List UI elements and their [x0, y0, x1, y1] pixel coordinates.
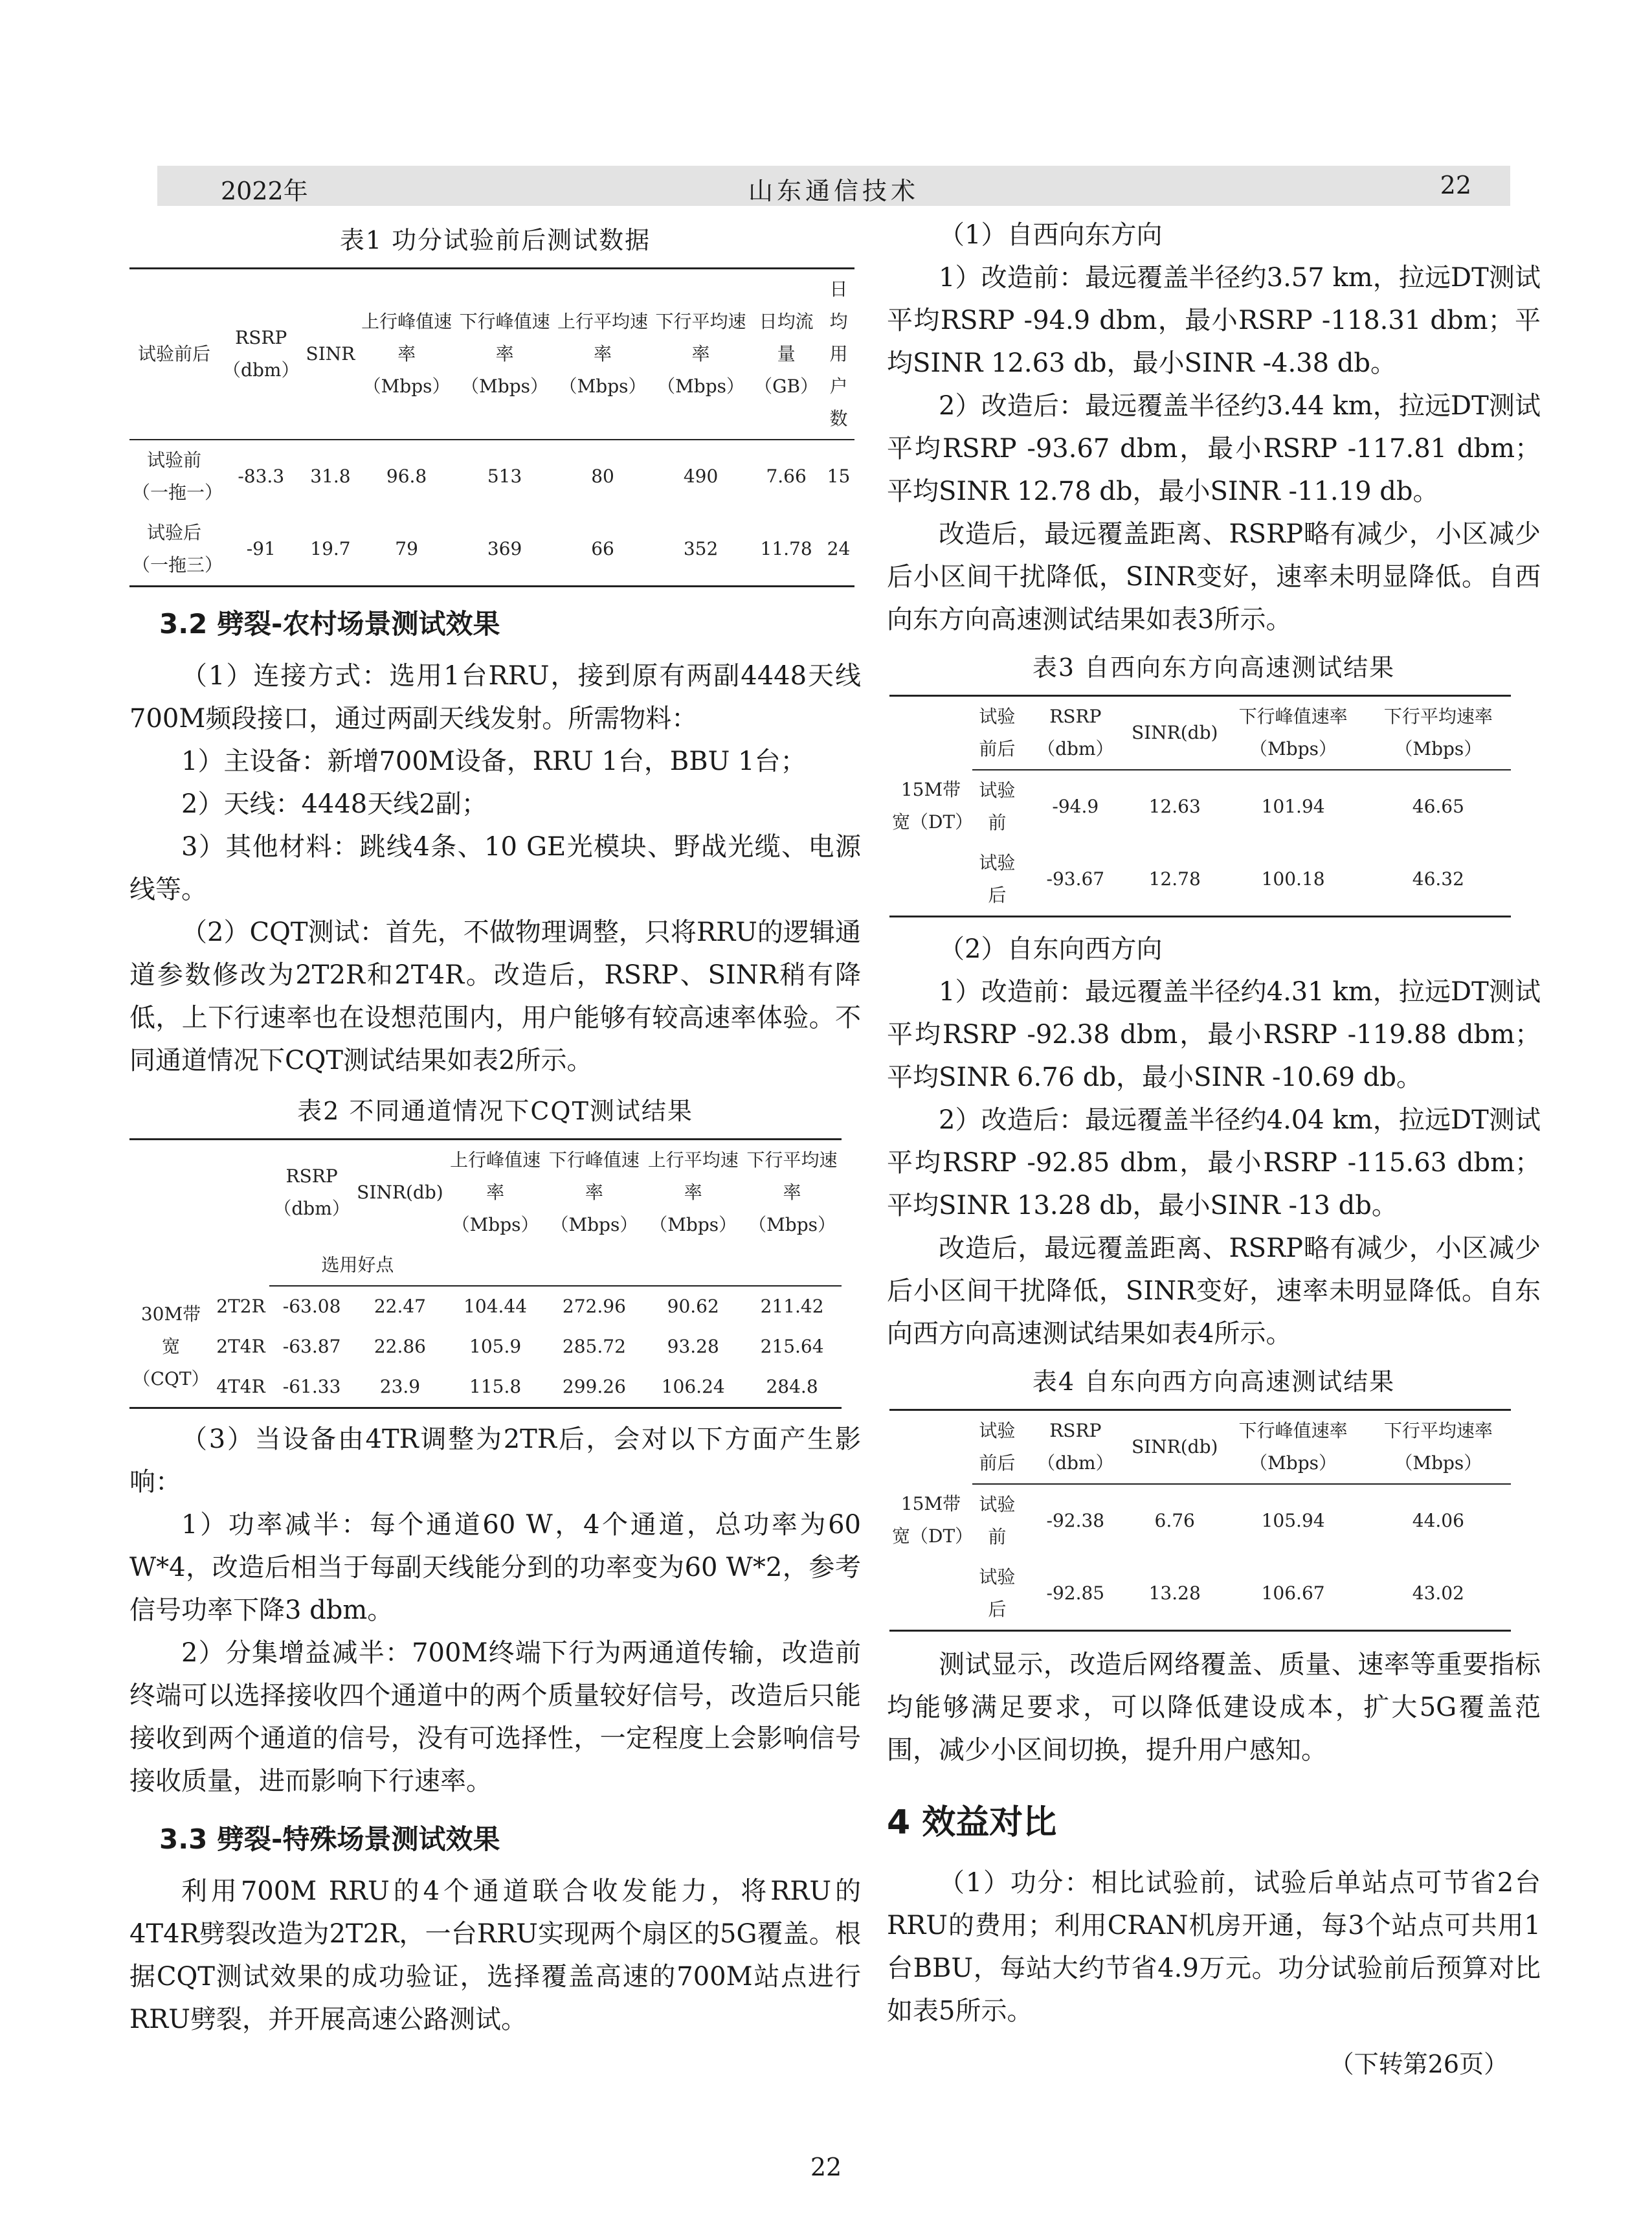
sec32-item-2: 2）天线：4448天线2副； [181, 789, 487, 819]
table4-row-name: 试验后 [979, 1566, 1016, 1620]
section-3-2-title: 3.2 劈裂-农村场景测试效果 [159, 608, 500, 640]
table2-row-name: 4T4R [216, 1376, 265, 1397]
table2-caption: 表2 不同通道情况下CQT测试结果 [297, 1097, 693, 1125]
table4-header: 下行平均速率（Mbps） [1383, 1420, 1493, 1474]
table3-cell: -93.67 [1046, 868, 1105, 890]
east-west-summary: 改造后，最远覆盖距离、RSRP略有减少，小区减少后小区间干扰降低，SINR变好，速率未明显降低。自东向西方向高速测试结果如表4所示。 [887, 1233, 1541, 1349]
table1-header: 日均用户数 [823, 269, 854, 440]
table1-cell: 513 [487, 466, 522, 487]
table4-cell: -92.85 [1046, 1582, 1105, 1604]
table-row [129, 440, 854, 513]
table3-cell: 46.32 [1412, 868, 1464, 890]
table2-cell: 23.9 [379, 1376, 421, 1397]
table2-cell: 272.96 [562, 1296, 626, 1317]
table-row [129, 1286, 842, 1327]
table2-pick-label: 选用好点 [269, 1245, 446, 1286]
table2-cell: 22.86 [374, 1336, 426, 1357]
after-item-1: 1）功率减半：每个通道60 W，4个通道，总功率为60 W*4，改造后相当于每副天线能分到的功率变为60 W*2，参考信号功率下降3 dbm。 [129, 1510, 861, 1625]
table-row [889, 843, 1511, 917]
sec32-paragraph-2: （2）CQT测试：首先，不做物理调整，只将RRU的逻辑通道参数修改为2T2R和2T4R。改造后，RSRP、SINR稍有降低，上下行速率也在设想范围内，用户能够有较高速率体验。不同通道情况下CQT测试结果如表2所示。 [129, 917, 861, 1075]
table1-caption: 表1 功分试验前后测试数据 [339, 226, 651, 254]
table-row [889, 1557, 1511, 1631]
section-3-3-title: 3.3 劈裂-特殊场景测试效果 [159, 1823, 500, 1855]
table-row [129, 513, 854, 587]
sec4-paragraph-1: （1）功分：相比试验前，试验后单站点可节省2台RRU的费用；利用CRAN机房开通，每3个站点可共用1台BBU，每站大约节省4.9万元。功分试验前后预算对比如表5所示。 [887, 1868, 1541, 2026]
table2-cell: 93.28 [667, 1336, 719, 1357]
sec33-paragraph-1: 利用700M RRU的4个通道联合收发能力，将RRU的4T4R劈裂改造为2T2R，一台RRU实现两个扇区的5G覆盖。根据CQT测试效果的成功验证，选择覆盖高速的700M站点进行RRU劈裂，并开展高速公路测试。 [129, 1876, 861, 2034]
table1-cell: 31.8 [310, 466, 351, 487]
table1-header: 上行峰值速率（Mbps） [357, 269, 455, 440]
table3-header: 下行平均速率（Mbps） [1383, 706, 1493, 759]
table4-row-name: 试验前 [979, 1494, 1016, 1547]
table3-cell: 46.65 [1412, 796, 1464, 817]
table1-row-name: 试验前（一拖一） [132, 449, 223, 503]
table1-cell: 66 [591, 538, 614, 559]
table1-cell: 79 [395, 538, 418, 559]
table4-header: RSRP（dbm） [1037, 1420, 1114, 1474]
table-row [129, 1327, 842, 1367]
table2-cell: 22.47 [374, 1296, 426, 1317]
table1-header: 试验前后 [129, 269, 219, 440]
table1-header: 上行平均速率（Mbps） [553, 269, 651, 440]
table1-cell: 11.78 [760, 538, 812, 559]
table1-cell: 19.7 [310, 538, 351, 559]
sec32-item-1: 1）主设备：新增700M设备，RRU 1台，BBU 1台； [181, 747, 807, 776]
table1-cell: 352 [683, 538, 719, 559]
table4-group: 15M带宽（DT） [892, 1493, 974, 1547]
table3-header: SINR(db) [1131, 722, 1218, 743]
table2-cell: 106.24 [661, 1376, 725, 1397]
table3-group: 15M带宽（DT） [892, 779, 974, 833]
table2-cell: -61.33 [282, 1376, 341, 1397]
table4-header-row [889, 1410, 1511, 1485]
west-east-after: 2）改造后：最远覆盖半径约3.44 km，拉远DT测试平均RSRP -93.67 dbm，最小RSRP -117.81 dbm；平均SINR 12.78 db，最小SINR -11.19 db。 [887, 391, 1541, 506]
table4-cell: 105.94 [1261, 1510, 1325, 1531]
table1-header: 下行平均速率（Mbps） [652, 269, 750, 440]
east-west-title: （2）自东向西方向 [939, 934, 1163, 964]
table1-cell: 24 [827, 538, 851, 559]
table2-header: 下行平均速率（Mbps） [746, 1149, 838, 1235]
table2-header: SINR(db) [357, 1182, 443, 1203]
table3-header: 下行峰值速率（Mbps） [1238, 706, 1348, 759]
table3-row-name: 试验后 [979, 852, 1016, 906]
table2-cell: 211.42 [760, 1296, 824, 1317]
table2 [129, 1138, 842, 1409]
table2-cell: 105.9 [469, 1336, 522, 1357]
table1-cell: 15 [827, 466, 851, 487]
table3 [889, 695, 1511, 917]
table4-cell: -92.38 [1046, 1510, 1105, 1531]
west-east-summary: 改造后，最远覆盖距离、RSRP略有减少，小区减少后小区间干扰降低，SINR变好，速率未明显降低。自西向东方向高速测试结果如表3所示。 [887, 519, 1541, 635]
table1-cell: 7.66 [766, 466, 807, 487]
table3-cell: 12.78 [1148, 868, 1201, 890]
table2-header: 上行平均速率（Mbps） [647, 1149, 739, 1235]
table-row [129, 1367, 842, 1408]
table3-cell: -94.9 [1052, 796, 1099, 817]
table2-cell: 115.8 [469, 1376, 522, 1397]
table4-cell: 13.28 [1148, 1582, 1201, 1604]
page-number-footer: 22 [810, 2153, 842, 2181]
continued-note: （下转第26页） [1329, 2050, 1508, 2078]
table2-cell: 215.64 [760, 1336, 824, 1357]
table1-cell: -91 [246, 538, 276, 559]
table1-cell: 369 [487, 538, 522, 559]
table1 [129, 267, 854, 587]
table2-group: 30M带宽（CQT） [132, 1303, 210, 1389]
table2-header: RSRP（dbm） [273, 1165, 350, 1219]
table1-header: RSRP（dbm） [219, 269, 304, 440]
table2-cell: 285.72 [562, 1336, 626, 1357]
table1-header-row [129, 269, 854, 440]
running-header [157, 166, 1510, 206]
table4-caption: 表4 自东向西方向高速测试结果 [1032, 1367, 1396, 1396]
table3-cell: 101.94 [1261, 796, 1325, 817]
table2-row-name: 2T2R [216, 1295, 265, 1317]
east-west-after: 2）改造后：最远覆盖半径约4.04 km，拉远DT测试平均RSRP -92.85 dbm，最小RSRP -115.63 dbm；平均SINR 13.28 db，最小SINR -13 db。 [887, 1105, 1541, 1220]
table2-header: 上行峰值速率（Mbps） [450, 1149, 541, 1235]
table4-cell: 43.02 [1412, 1582, 1464, 1604]
header-year: 2022年 [221, 177, 308, 205]
table2-cell: 299.26 [562, 1376, 626, 1397]
table1-cell: 80 [591, 466, 614, 487]
east-west-before: 1）改造前：最远覆盖半径约4.31 km，拉远DT测试平均RSRP -92.38 dbm，最小RSRP -119.88 dbm；平均SINR 6.76 db，最小SINR -10.69 db。 [887, 977, 1541, 1092]
table1-cell: -83.3 [238, 466, 285, 487]
table1-header: SINR [304, 269, 358, 440]
right-column [887, 214, 1541, 2080]
table3-header-row [889, 696, 1511, 770]
table2-row-name: 2T4R [216, 1336, 265, 1357]
table4-cell: 6.76 [1154, 1510, 1195, 1531]
after-item-2: 2）分集增益减半：700M终端下行为两通道传输，改造前终端可以选择接收四个通道中的两个质量较好信号，改造后只能接收到两个通道的信号，没有可选择性，一定程度上会影响信号接收质量，进而影响下行速率。 [129, 1638, 861, 1796]
table2-header-row [129, 1140, 842, 1246]
table2-cell: 104.44 [463, 1296, 528, 1317]
table4-header: SINR(db) [1131, 1436, 1218, 1457]
table4-cell: 44.06 [1412, 1510, 1464, 1531]
table1-row-name: 试验后（一拖三） [132, 522, 223, 576]
west-east-title: （1）自西向东方向 [939, 220, 1163, 250]
table-row [889, 1484, 1511, 1557]
table1-cell: 96.8 [386, 466, 427, 487]
left-column [129, 214, 861, 2041]
table4-cell: 106.67 [1261, 1582, 1325, 1604]
table-row [889, 770, 1511, 843]
table3-cell: 12.63 [1148, 796, 1201, 817]
table1-header: 日均流量（GB） [750, 269, 823, 440]
table2-header: 下行峰值速率（Mbps） [548, 1149, 640, 1235]
table3-header: RSRP（dbm） [1037, 706, 1114, 759]
table3-header: 试验前后 [979, 706, 1016, 759]
table2-cell: 90.62 [667, 1296, 719, 1317]
table4-header: 下行峰值速率（Mbps） [1238, 1420, 1348, 1474]
table2-cell: 284.8 [766, 1376, 818, 1397]
conclusion-paragraph: 测试显示，改造后网络覆盖、质量、速率等重要指标均能够满足要求，可以降低建设成本，扩大5G覆盖范围，减少小区间切换，提升用户感知。 [887, 1650, 1541, 1765]
sec32-item-3: 3）其他材料：跳线4条、10 GE光模块、野战光缆、电源线等。 [129, 832, 861, 905]
sec32-paragraph-1: （1）连接方式：选用1台RRU，接到原有两副4448天线700M频段接口，通过两副天线发射。所需物料： [129, 661, 861, 734]
table4 [889, 1409, 1511, 1632]
table2-cell: -63.87 [282, 1336, 341, 1357]
table1-header: 下行峰值速率（Mbps） [456, 269, 553, 440]
table3-row-name: 试验前 [979, 780, 1016, 833]
west-east-before: 1）改造前：最远覆盖半径约3.57 km，拉远DT测试平均RSRP -94.9 dbm，最小RSRP -118.31 dbm；平均SINR 12.63 db，最小SINR -4.38 db。 [887, 263, 1541, 378]
table3-caption: 表3 自西向东方向高速测试结果 [1032, 653, 1396, 682]
section-4-title: 4 效益对比 [887, 1803, 1057, 1842]
header-page-number: 22 [1440, 171, 1471, 199]
header-journal: 山东通信技术 [748, 177, 919, 205]
table4-header: 试验前后 [979, 1420, 1016, 1474]
table3-cell: 100.18 [1261, 868, 1325, 890]
table1-cell: 490 [683, 466, 719, 487]
table2-cell: -63.08 [282, 1296, 341, 1317]
after-paragraph-3: （3）当设备由4TR调整为2TR后，会对以下方面产生影响： [129, 1424, 861, 1497]
